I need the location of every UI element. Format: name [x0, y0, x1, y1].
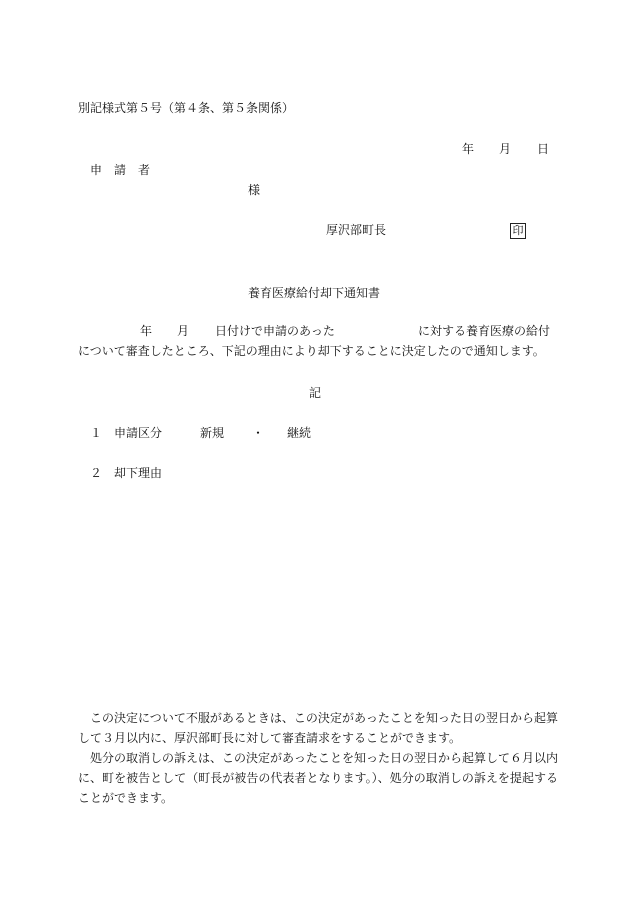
issuer-name: 厚沢部町長 [326, 223, 387, 237]
item1-option-new: 新規 [200, 426, 225, 440]
body-month-label: 月 [177, 324, 190, 338]
document-title: 養育医療給付却下通知書 [248, 286, 381, 300]
body-year-label: 年 [140, 324, 153, 338]
applicant-label: 申 請 者 [90, 163, 151, 177]
date-month-label: 月 [499, 142, 512, 156]
issuer-seal [510, 222, 526, 239]
body-application-text: 日付けで申請のあった [215, 324, 335, 338]
appeal-notice-paragraph: この決定について不服があるときは、この決定があったことを知った日の翌日から起算して３月以内に、厚沢部町長に対して審査請求をすることができます。 [78, 711, 558, 745]
item1-number: １ [90, 426, 103, 440]
item2-label: 却下理由 [114, 466, 163, 480]
date-day-label: 日 [537, 142, 550, 156]
body-notice-text: について審査したところ、下記の理由により却下することに決定したので通知します。 [78, 344, 545, 358]
honorific-sama: 様 [248, 183, 261, 197]
form-reference: 別記様式第５号（第４条、第５条関係） [78, 101, 295, 115]
date-year-label: 年 [462, 142, 475, 156]
lawsuit-notice-paragraph: 処分の取消しの訴えは、この決定があったことを知った日の翌日から起算して６月以内に、町を被告として（町長が被告の代表者となります。）、処分の取消しの訴えを提起することができます。 [78, 751, 558, 805]
seal-mark: 印 [510, 223, 526, 239]
ki-heading: 記 [309, 386, 322, 400]
item2-number: ２ [90, 466, 103, 480]
body-benefit-text: に対する養育医療の給付 [418, 324, 551, 338]
item1-label: 申請区分 [114, 426, 163, 440]
item1-separator: ・ [252, 426, 265, 440]
item1-option-continue: 継続 [287, 426, 312, 440]
